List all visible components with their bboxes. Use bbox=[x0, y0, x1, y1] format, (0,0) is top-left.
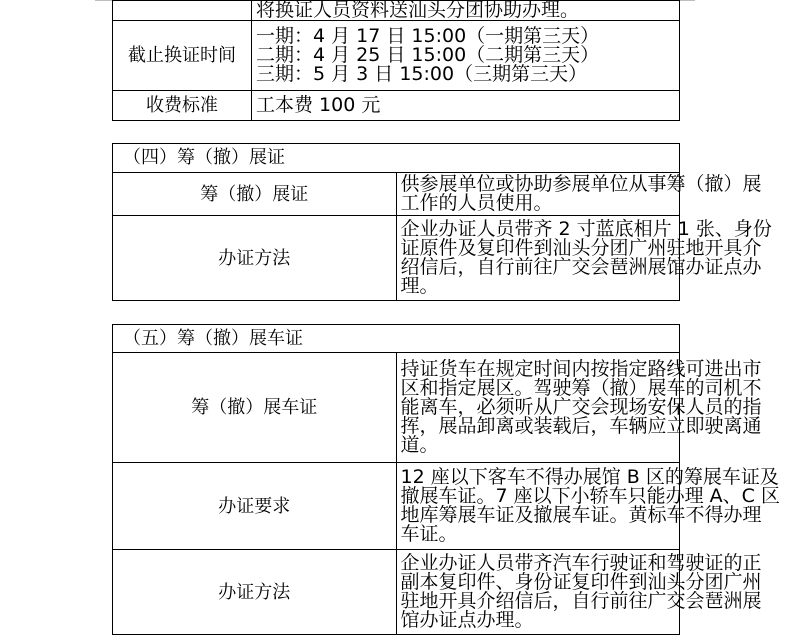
text-line: 理。 bbox=[400, 275, 439, 297]
row-value bbox=[396, 550, 762, 635]
table-vehicle-pass bbox=[112, 324, 780, 635]
text-line: 道。 bbox=[400, 434, 439, 456]
row-value bbox=[252, 21, 680, 91]
text-line: 车证。 bbox=[400, 523, 458, 545]
table-setup-pass bbox=[112, 143, 772, 301]
text-line: 撤展车证。7 座以下小轿车只能办理 A、C 区 bbox=[400, 485, 780, 507]
table-exchange-cert bbox=[112, 0, 680, 121]
text-line: 企业办证人员带齐汽车行驶证和驾驶证的正 bbox=[400, 552, 762, 574]
text-line: 二期：4 月 25 日 15:00（二期第三天） bbox=[256, 44, 600, 66]
text-line: 三期：5 月 3 日 15:00（三期第三天） bbox=[256, 63, 588, 85]
row-value bbox=[252, 91, 680, 121]
text-line: 工本费 100 元 bbox=[256, 94, 381, 116]
row-label: 筹（撤）展证 bbox=[113, 173, 397, 216]
table-header-row bbox=[113, 144, 680, 173]
section-title: （四）筹（撤）展证 bbox=[113, 144, 680, 173]
text-line: 证原件及复印件到汕头分团广州驻地开具介 bbox=[400, 237, 762, 259]
text-line: 驻地开具介绍信后，自行前往广交会琶洲展 bbox=[400, 590, 762, 612]
row-label: 截止换证时间 bbox=[113, 21, 252, 91]
table-row bbox=[113, 91, 680, 121]
text-line: 12 座以下客车不得办展馆 B 区的筹展车证及 bbox=[400, 466, 779, 488]
row-value bbox=[396, 353, 762, 463]
text-line: 地库筹展车证及撤展车证。黄标车不得办理 bbox=[400, 504, 762, 526]
text-line: 副本复印件、身份证复印件到汕头分团广州 bbox=[400, 571, 762, 593]
row-label: 办证方法 bbox=[113, 550, 397, 635]
text-line: 供参展单位或协助参展单位从事筹（撤）展 bbox=[400, 173, 762, 195]
table-row bbox=[113, 463, 680, 550]
table-row bbox=[113, 173, 680, 216]
text-line: 持证货车在规定时间内按指定路线可进出市 bbox=[400, 358, 762, 380]
row-value bbox=[252, 1, 680, 21]
text-line: 工作的人员使用。 bbox=[400, 192, 553, 214]
row-value bbox=[396, 173, 762, 216]
text-line: 挥，展品卸离或装载后，车辆应立即驶离通 bbox=[400, 415, 762, 437]
text-line: 绍信后，自行前往广交会琶洲展馆办证点办 bbox=[400, 256, 762, 278]
row-value bbox=[396, 463, 780, 550]
text-line: 将换证人员资料送汕头分团协助办理。 bbox=[256, 0, 580, 21]
row-label-empty bbox=[113, 1, 252, 21]
text-line: 企业办证人员带齐 2 寸蓝底相片 1 张、身份 bbox=[400, 218, 772, 240]
section-title: （五）筹（撤）展车证 bbox=[113, 325, 680, 353]
table-row bbox=[113, 1, 680, 21]
row-value bbox=[396, 216, 772, 301]
text-line: 区和指定展区。驾驶筹（撤）展车的司机不 bbox=[400, 377, 762, 399]
text-line: 馆办证点办理。 bbox=[400, 609, 534, 631]
table-row bbox=[113, 216, 680, 301]
text-line: 能离车，必须听从广交会现场安保人员的指 bbox=[400, 396, 762, 418]
row-label: 收费标准 bbox=[113, 91, 252, 121]
row-label: 办证要求 bbox=[113, 463, 397, 550]
row-label: 办证方法 bbox=[113, 216, 397, 301]
row-label: 筹（撤）展车证 bbox=[113, 353, 397, 463]
table-row bbox=[113, 550, 680, 635]
table-row bbox=[113, 21, 680, 91]
text-line: 一期：4 月 17 日 15:00（一期第三天） bbox=[256, 25, 600, 47]
table-row bbox=[113, 353, 680, 463]
table-header-row bbox=[113, 325, 680, 353]
